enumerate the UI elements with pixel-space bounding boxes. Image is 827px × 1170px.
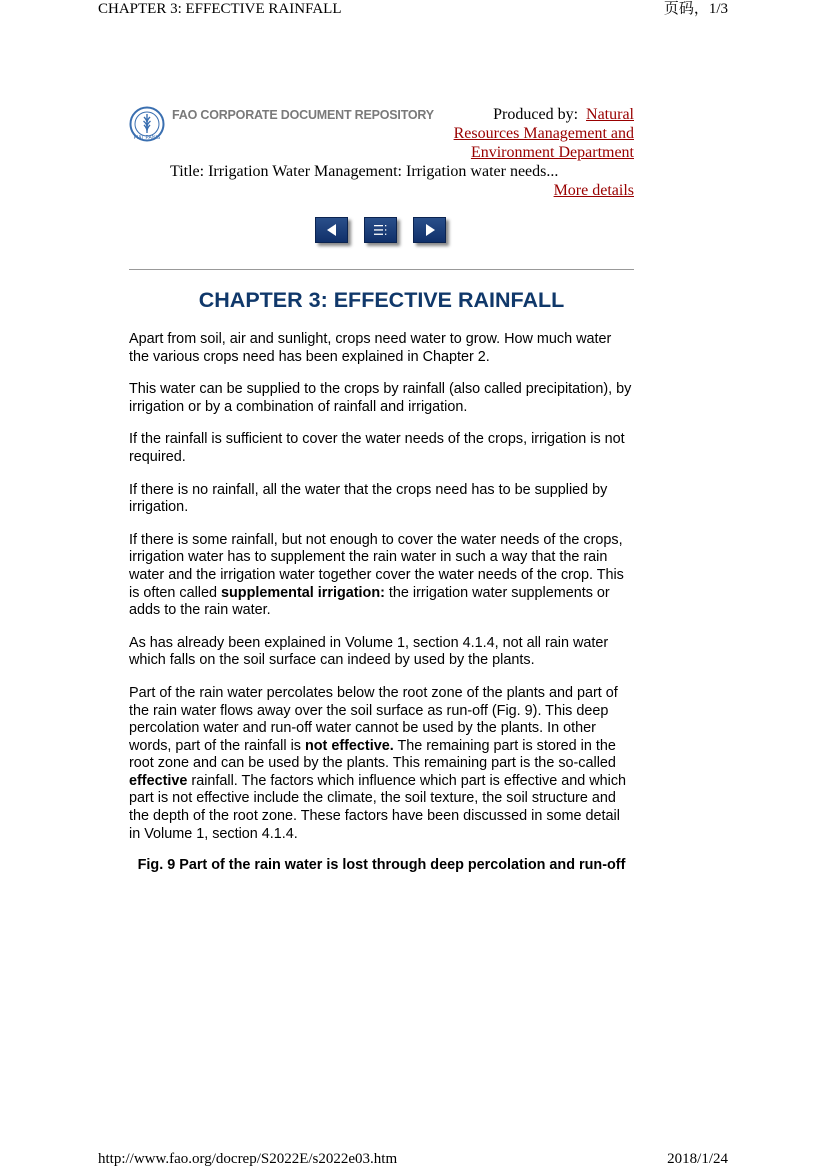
repository-header xyxy=(129,100,634,205)
paragraph-1: Apart from soil, air and sunlight, crops need water to grow. How much water the various crops need has been explained in Chapter 2. xyxy=(129,331,612,365)
next-page-button[interactable] xyxy=(413,217,446,243)
previous-page-button[interactable] xyxy=(315,217,348,243)
navigation-buttons xyxy=(129,215,634,255)
print-footer-date: 2018/1/24 xyxy=(667,1151,728,1167)
separator xyxy=(129,269,634,270)
print-footer xyxy=(98,1150,728,1170)
figure-caption: Fig. 9 Part of the rain water is lost through deep percolation and run-off xyxy=(137,857,626,874)
produced-by xyxy=(434,105,634,162)
svg-text:FIAT PANIS: FIAT PANIS xyxy=(133,135,161,141)
paragraph-5-text-a: If there is some rainfall, but not enough to cover the water needs of the crops, irrigation water has to supplement the rain water in such a way that the rain water and the irrigation water together cover the water needs of the crop. This is often called xyxy=(129,531,624,601)
paragraph-5 xyxy=(129,532,634,620)
paragraph-7-text-a: Part of the rain water percolates below the root zone of the plants and part of the rain water flows away over the soil surface as run-off (Fig. 9). This deep percolation water and run-off water cannot be used by the plants. In other words, part of the rainfall is xyxy=(129,684,618,754)
prev-arrow-icon xyxy=(325,223,339,237)
table-of-contents-button[interactable] xyxy=(364,217,397,243)
print-header-title: CHAPTER 3: EFFECTIVE RAINFALL xyxy=(98,1,342,17)
fao-logo-icon xyxy=(129,106,165,142)
next-arrow-icon xyxy=(423,223,437,237)
paragraph-7-text-e: rainfall. The factors which influence which part is effective and which part is not effective include the climate, the soil texture, the soil structure and the depth of the root zone. These factors have been discussed in some detail in Volume 1, section 4.1.4. xyxy=(129,772,627,842)
paragraph-2: This water can be supplied to the crops by rainfall (also called precipitation), by irrigation or by a combination of rainfall and irrigation. xyxy=(129,381,632,415)
toc-list-icon xyxy=(372,223,390,237)
more-details xyxy=(554,181,634,200)
produced-by-link-2[interactable]: Resources Management and xyxy=(453,125,634,142)
more-details-link[interactable]: More details xyxy=(553,182,634,199)
chapter-title: CHAPTER 3: EFFECTIVE RAINFALL xyxy=(198,288,565,312)
document-title-line: Title: Irrigation Water Management: Irrigation water needs... xyxy=(170,163,559,180)
paragraph-7 xyxy=(129,685,634,843)
produced-by-label: Produced by: xyxy=(493,106,579,123)
paragraph-5-text-c: the irrigation water supplements or adds to the rain water. xyxy=(129,584,610,619)
produced-by-link-1[interactable]: Natural xyxy=(586,106,634,123)
repository-name: FAO CORPORATE DOCUMENT REPOSITORY xyxy=(172,108,434,122)
print-header xyxy=(98,0,728,20)
print-footer-url: http://www.fao.org/docrep/S2022E/s2022e03.htm xyxy=(98,1151,398,1167)
produced-by-link-3[interactable]: Environment Department xyxy=(470,144,634,161)
supplemental-irrigation-term: supplemental irrigation: xyxy=(221,584,385,601)
paragraph-3: If the rainfall is sufficient to cover the water needs of the crops, irrigation is not required. xyxy=(129,431,625,465)
paragraph-4: If there is no rainfall, all the water that the crops need has to be supplied by irrigation. xyxy=(129,481,608,516)
not-effective-term: not effective. xyxy=(304,737,394,754)
paragraph-7-text-c: The remaining part is stored in the root zone and can be used by the plants. This remaining part is the so-called xyxy=(129,737,616,772)
effective-term: effective xyxy=(129,772,188,789)
document-content xyxy=(129,100,634,875)
paragraph-6: As has already been explained in Volume 1, section 4.1.4, not all rain water which falls on the soil surface can indeed by used by the plants. xyxy=(129,634,609,669)
print-header-page: 页码，1/3 xyxy=(663,1,728,17)
